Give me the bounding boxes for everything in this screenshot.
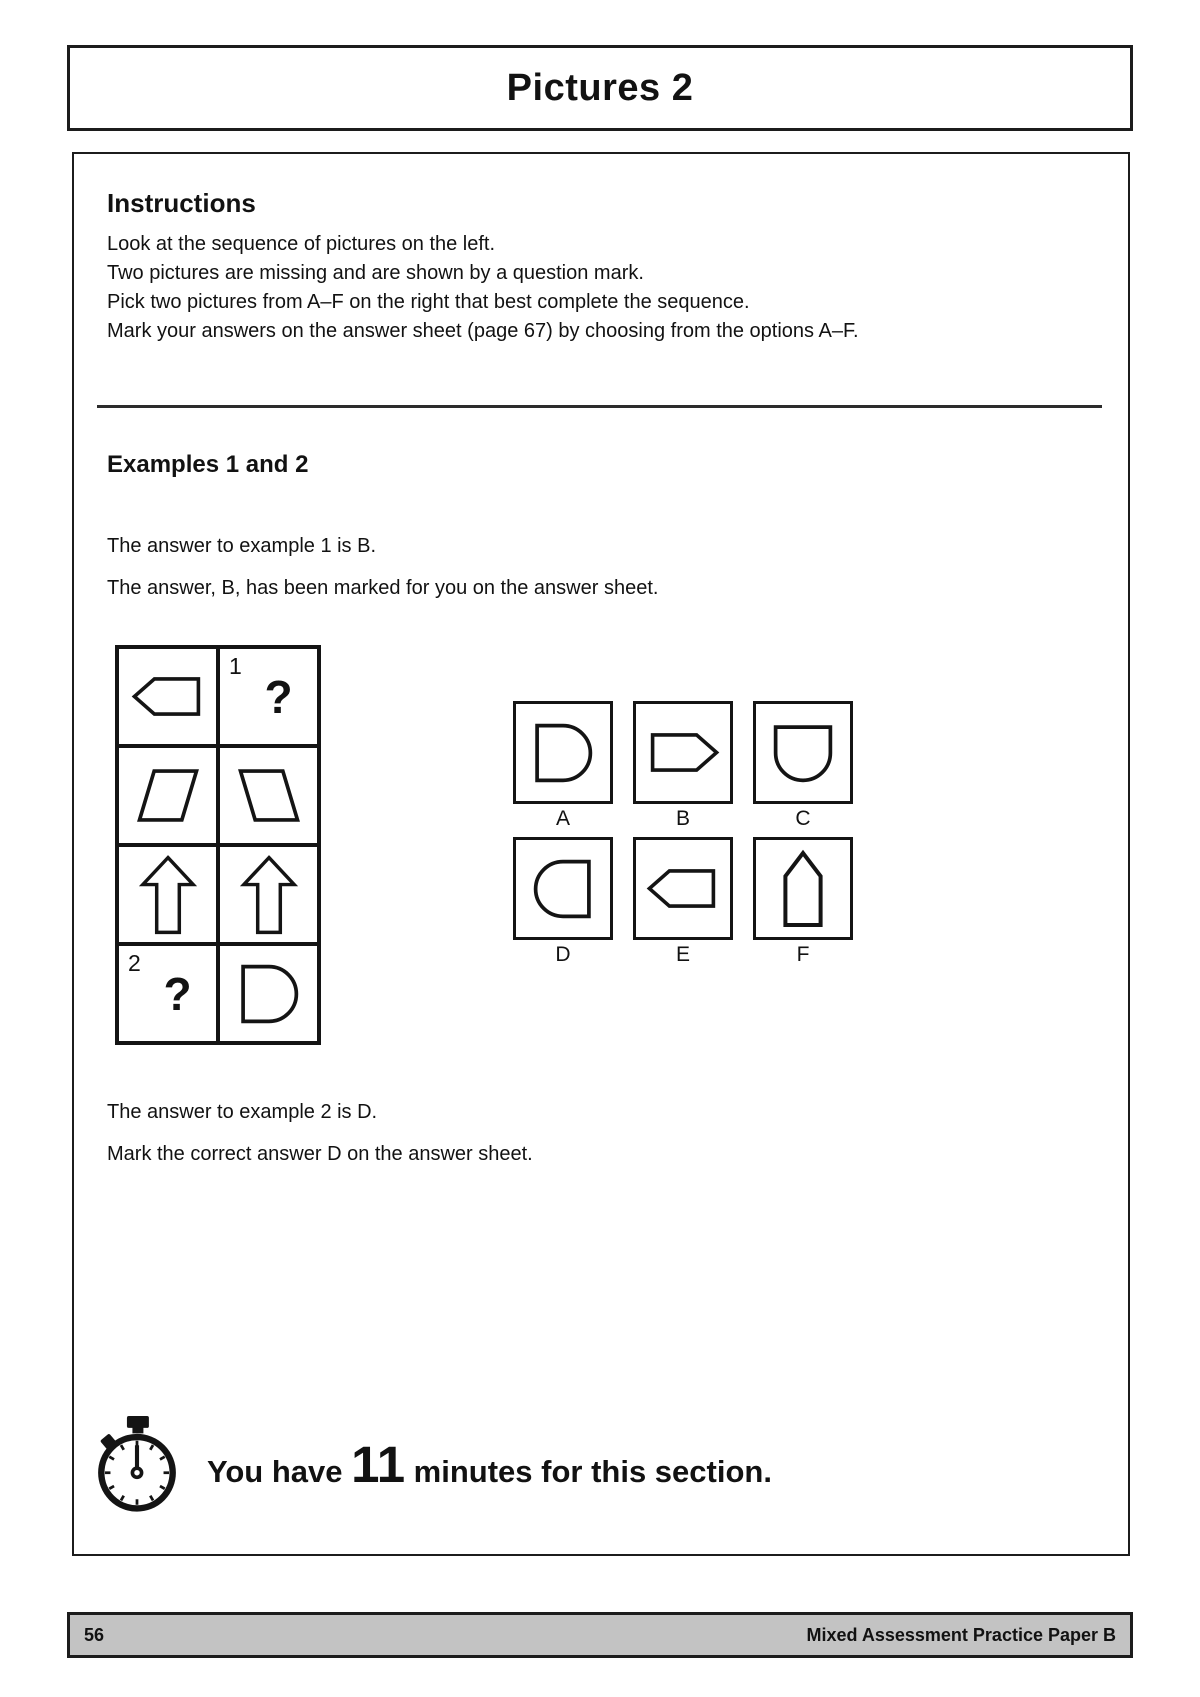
option-a-box [513,701,613,804]
d-shape-down-icon [766,716,840,790]
option-f [753,837,853,969]
instruction-line: Look at the sequence of pictures on the left. [107,233,496,255]
example2-mark-text: Mark the correct answer D on the answer sheet. [107,1143,533,1165]
option-label: B [675,807,690,830]
footer-bar [67,1612,1133,1658]
option-e [633,837,733,969]
timer-text [207,1435,772,1494]
instruction-line: Mark your answers on the answer sheet (page 67) by choosing from the options A–F. [107,320,859,342]
sequence-grid [115,645,321,1045]
sequence-cell [220,748,317,843]
sequence-cell-question-2 [119,946,216,1041]
arrow-up-icon [240,855,298,935]
pentagon-right-icon [643,730,723,775]
section-divider [97,405,1102,408]
question-mark: ? [264,670,293,723]
sequence-cell-question-1 [220,649,317,744]
instruction-line: Two pictures are missing and are shown by a question mark. [107,262,644,284]
examples-heading: Examples 1 and 2 [107,451,309,478]
answer-options [513,701,853,969]
footer-paper-title: Mixed Assessment Practice Paper B [806,1624,1116,1645]
option-label: D [555,943,571,966]
option-label: F [796,943,810,966]
sequence-cell [119,847,216,942]
option-label: C [795,807,811,830]
page-number: 56 [84,1624,105,1645]
sequence-cell [220,847,317,942]
option-c-box [753,701,853,804]
option-b [633,701,733,833]
option-label: E [675,943,690,966]
option-b-box [633,701,733,804]
content-frame [72,152,1130,1556]
option-f-box [753,837,853,940]
option-d [513,837,613,969]
sequence-cell [119,748,216,843]
d-shape-left-icon [526,852,600,926]
instructions-heading: Instructions [107,188,256,218]
timer-minutes: 11 [351,1436,406,1493]
option-d-box [513,837,613,940]
instructions-text [107,230,859,346]
question-mark: ? [163,967,192,1020]
example-number-label: 1 [229,653,242,679]
stopwatch-icon [93,1416,181,1513]
instruction-line: Pick two pictures from A–F on the right that best complete the sequence. [107,291,750,313]
timer-prefix: You have [207,1454,352,1489]
option-e-box [633,837,733,940]
timer-section [93,1416,772,1513]
parallelogram-right-icon [127,767,209,824]
pentagon-left-icon [643,866,723,911]
example2-answer-text: The answer to example 2 is D. [107,1101,378,1123]
pentagon-up-icon [780,849,826,929]
option-a [513,701,613,833]
title-box [67,45,1133,131]
arrow-up-icon [139,855,197,935]
sequence-cell [220,946,317,1041]
example1-marked-text: The answer, B, has been marked for you on the answer sheet. [107,577,659,599]
example1-answer-text: The answer to example 1 is B. [107,535,377,557]
d-shape-right-icon [526,716,600,790]
option-c [753,701,853,833]
parallelogram-left-icon [228,767,310,824]
pentagon-left-icon [128,674,208,719]
option-label: A [555,807,570,830]
timer-suffix: minutes for this section. [405,1454,772,1489]
page-title: Pictures 2 [506,66,694,109]
example-number-label: 2 [128,950,141,976]
sequence-cell [119,649,216,744]
d-shape-right-icon [232,957,306,1031]
